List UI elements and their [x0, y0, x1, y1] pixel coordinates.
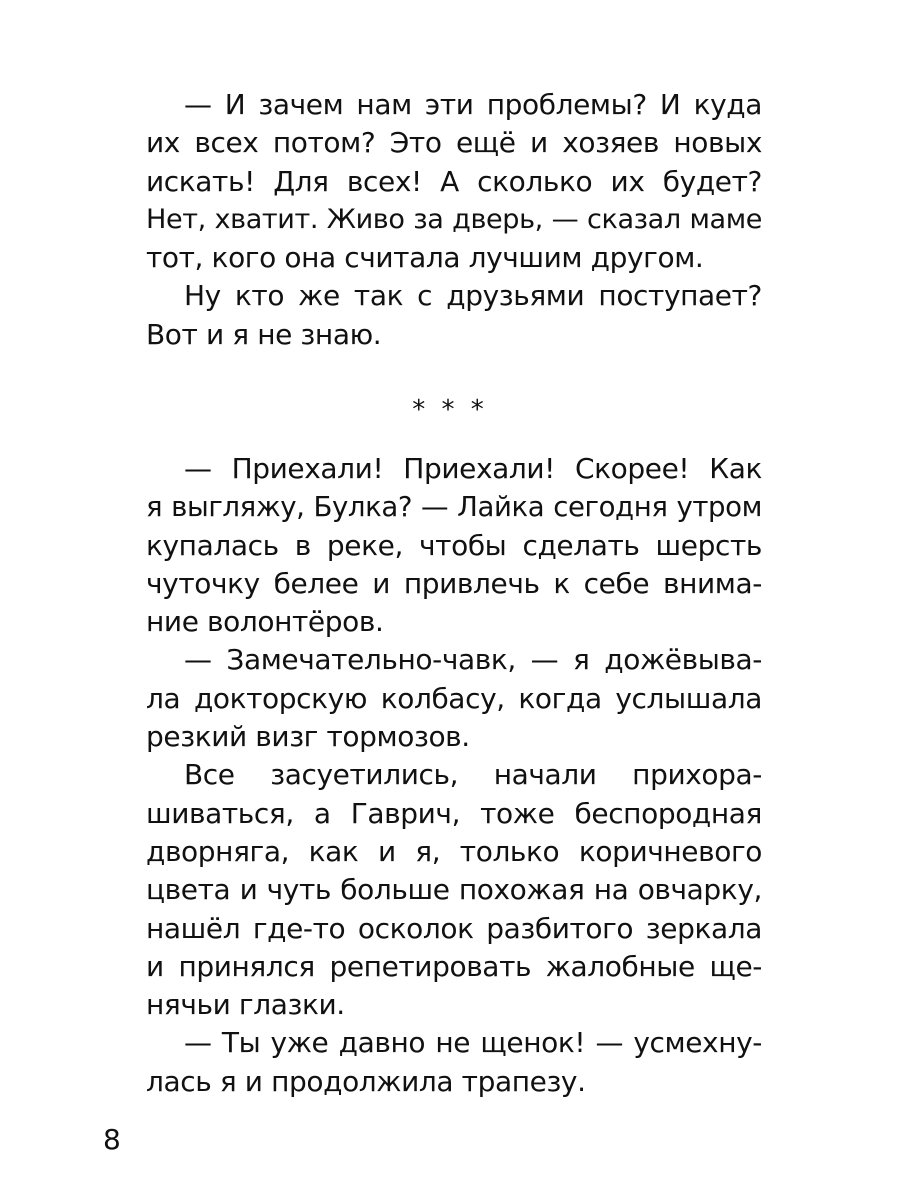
text-line: цвета и чуть больше похожая на овчарку,	[146, 873, 762, 907]
text-line: — И зачем нам эти проблемы? И куда	[184, 88, 762, 121]
text-line: тот, кого она считала лучшим другом.	[146, 241, 704, 275]
text-line: нашёл где-то осколок разбитого зеркала	[146, 911, 762, 945]
text-line: — Замечательно-чавк, — я дожёвыва-	[184, 643, 762, 677]
paragraph	[146, 450, 762, 641]
text-line: купалась в реке, чтобы сделать шерсть	[146, 528, 762, 562]
text-line: ние волонтёров.	[146, 605, 384, 639]
paragraph	[146, 86, 762, 277]
text-line: их всех потом? Это ещё и хозяев новых	[146, 126, 762, 160]
text-line: Ну кто же так с друзьями поступает?	[184, 279, 762, 313]
text-line: — Ты уже давно не щенок! — усмехну-	[184, 1026, 762, 1060]
text-block-bottom	[146, 450, 762, 1101]
text-line: я выгляжу, Булка? — Лайка сегодня утром	[146, 490, 762, 524]
section-separator: * * *	[412, 395, 488, 425]
text-line: Вот и я не знаю.	[146, 317, 382, 351]
paragraph	[146, 1024, 762, 1101]
paragraph	[146, 756, 762, 1024]
paragraph	[146, 277, 762, 354]
text-line: нячьи глазки.	[146, 988, 345, 1022]
paragraph	[146, 641, 762, 756]
text-line: и принялся репетировать жалобные ще-	[146, 949, 762, 983]
text-line: чуточку белее и привлечь к себе внима-	[146, 566, 762, 600]
text-line: искать! Для всех! А сколько их будет?	[146, 164, 762, 198]
text-line: шиваться, а Гаврич, тоже беспородная	[146, 796, 762, 830]
text-line: лась я и продолжила трапезу.	[146, 1064, 586, 1098]
text-line: ла докторскую колбасу, когда услышала	[146, 681, 762, 715]
text-line: Нет, хватит. Живо за дверь, — сказал маме	[146, 203, 762, 235]
text-line: дворняга, как и я, только коричневого	[146, 834, 762, 868]
text-line: — Приехали! Приехали! Скорее! Как	[184, 452, 762, 485]
text-block-top	[146, 86, 762, 354]
text-line: резкий визг тормозов.	[146, 720, 470, 754]
page-number: 8	[103, 1123, 121, 1156]
text-line: Все засуетились, начали прихора-	[184, 758, 762, 792]
